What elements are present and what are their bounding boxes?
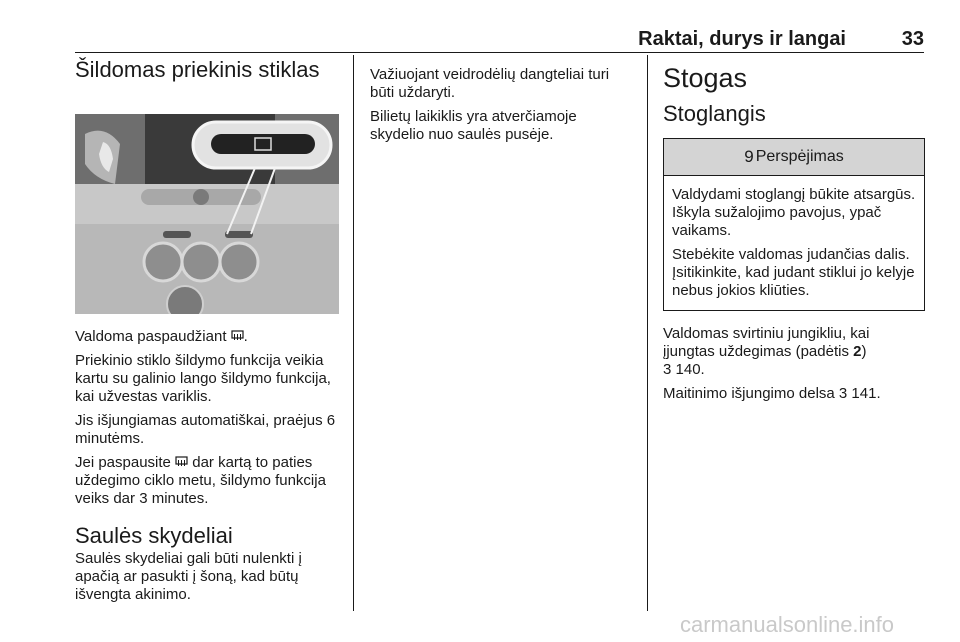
watermark: carmanualsonline.info <box>680 612 895 637</box>
warning-text: Stebėkite valdomas judančias dalis. Įsitikinkite, kad judant stiklui jo kelyje nebus jokios kliūties. <box>672 246 915 299</box>
warning-box <box>663 138 925 311</box>
subsection-heading: Stoglangis <box>663 101 766 126</box>
paragraph: Jis išjungiamas automatiškai, praėjus 6 minutėms. <box>75 412 336 447</box>
warning-text: Valdydami stoglangį būkite atsargūs. Iškyla sužalojimo pavojus, ypač vaikams. <box>672 186 916 239</box>
page-number: 33 <box>901 28 924 50</box>
windscreen-heat-icon <box>175 456 188 468</box>
paragraph: Bilietų laikiklis yra atverčiamoje skydelio nuo saulės pusėje. <box>370 108 577 143</box>
page-reference: 3 140. <box>663 361 705 378</box>
paragraph: Maitinimo išjungimo delsa 3 141. <box>663 385 881 402</box>
warning-title: Perspėjimas <box>755 148 844 165</box>
page-header <box>75 26 924 53</box>
paragraph: Valdomas svirtiniu jungikliu, kai įjungtas uždegimas (padėtis 2) 3 140. <box>663 325 870 378</box>
paragraph: Priekinio stiklo šildymo funkcija veikia kartu su galinio lango šildymo funkcija, kai užvestas variklis. <box>75 352 331 405</box>
paragraph: Valdoma paspaudžiant . <box>75 328 248 345</box>
section-heading: Saulės skydeliai <box>75 523 233 548</box>
paragraph: Važiuojant veidrodėlių dangteliai turi būti uždaryti. <box>370 66 610 101</box>
column-right <box>663 56 925 409</box>
column-middle <box>370 56 632 150</box>
column-divider-1 <box>353 55 354 611</box>
section-heading: Šildomas priekinis stiklas <box>75 57 320 82</box>
section-heading: Stogas <box>663 63 748 93</box>
warning-header <box>664 139 924 176</box>
column-divider-2 <box>647 55 648 611</box>
windscreen-heat-icon <box>231 330 244 342</box>
column-left <box>75 56 343 610</box>
paragraph: Jei paspausite dar kartą to paties uždegimo ciklo metu, šildymo funkcija veiks dar 3 minutes. <box>75 454 326 507</box>
header-title: Raktai, durys ir langai <box>638 28 846 50</box>
paragraph: Saulės skydeliai gali būti nulenkti į apačią ar pasukti į šoną, kad būtų išvengta akinimo. <box>75 550 302 603</box>
warning-triangle-icon: 9 <box>744 147 754 166</box>
dashboard-photo <box>75 114 339 314</box>
